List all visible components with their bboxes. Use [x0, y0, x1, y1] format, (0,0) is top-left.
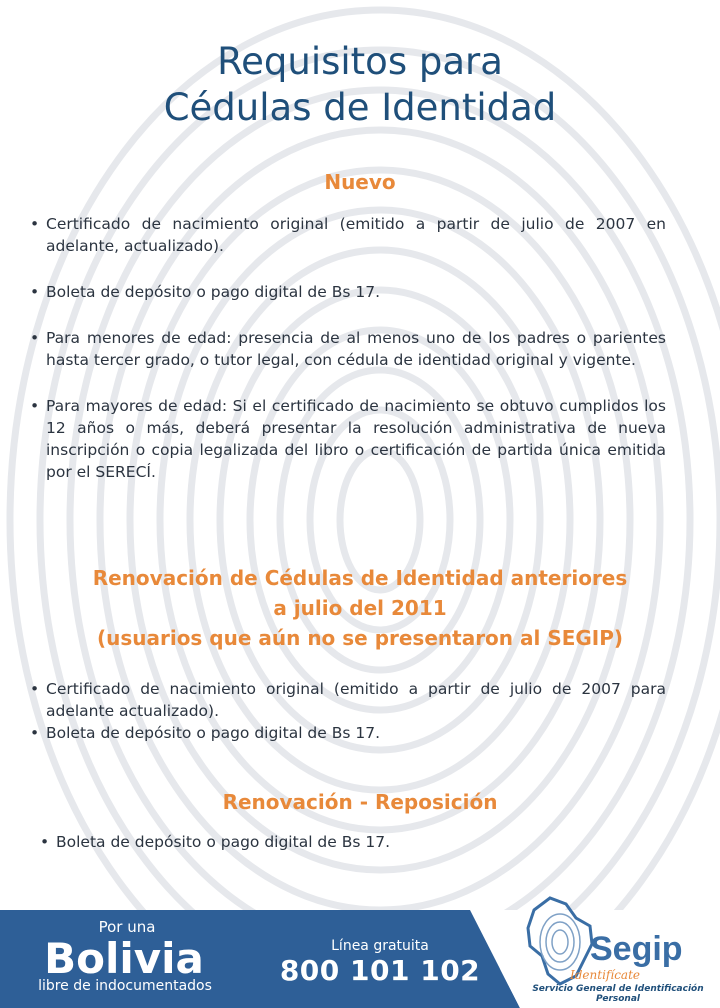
hotline-label: Línea gratuita — [331, 938, 429, 954]
segip-logo-text: Segip — [590, 930, 683, 968]
reposicion-requirements-list — [38, 831, 638, 853]
segip-full-name: Servicio General de Identificación Personal — [532, 984, 704, 1004]
slogan-bolivia: Bolivia — [44, 934, 204, 983]
renovacion-heading-line3: (usuarios que aún no se presentaron al SEGIP) — [96, 626, 624, 650]
list-item: • Certificado de nacimiento original (emitido a partir de julio de 2007 en adelante, actualizado). — [28, 213, 666, 257]
nuevo-requirements-list — [28, 213, 666, 507]
list-item: • Boleta de depósito o pago digital de Bs 17. — [28, 722, 666, 744]
renovacion-heading-line2: a julio del 2011 — [273, 596, 447, 620]
segip-tagline: Identifícate — [570, 968, 640, 982]
section-heading-renovacion — [0, 563, 720, 653]
slogan-libre: libre de indocumentados — [38, 978, 212, 994]
footer-banner — [0, 910, 720, 1008]
section-heading-reposicion: Renovación - Reposición — [222, 790, 498, 814]
list-item: • Para mayores de edad: Si el certificado de nacimiento se obtuvo cumplidos los 12 años o más, deberá presentar la resolución administrativa de nueva inscripción o copia legalizada del libro o certificación de partida única emitida por el SERECÍ. — [28, 395, 666, 483]
renovacion-heading-line1: Renovación de Cédulas de Identidad anteriores — [92, 566, 628, 590]
list-item: • Boleta de depósito o pago digital de Bs 17. — [38, 831, 638, 853]
list-item: • Para menores de edad: presencia de al menos uno de los padres o parientes hasta tercer grado, o tutor legal, con cédula de identidad original y vigente. — [28, 327, 666, 371]
renovacion-requirements-list — [28, 678, 666, 744]
page-title-line1: Requisitos para — [217, 40, 503, 83]
list-item: • Certificado de nacimiento original (emitido a partir de julio de 2007 para adelante actualizado). — [28, 678, 666, 722]
slogan-por-una: Por una — [98, 918, 156, 936]
page-title-line2: Cédulas de Identidad — [163, 86, 557, 129]
hotline-number: 800 101 102 — [279, 954, 481, 987]
list-item: • Boleta de depósito o pago digital de Bs 17. — [28, 281, 666, 303]
section-heading-nuevo: Nuevo — [324, 170, 396, 194]
